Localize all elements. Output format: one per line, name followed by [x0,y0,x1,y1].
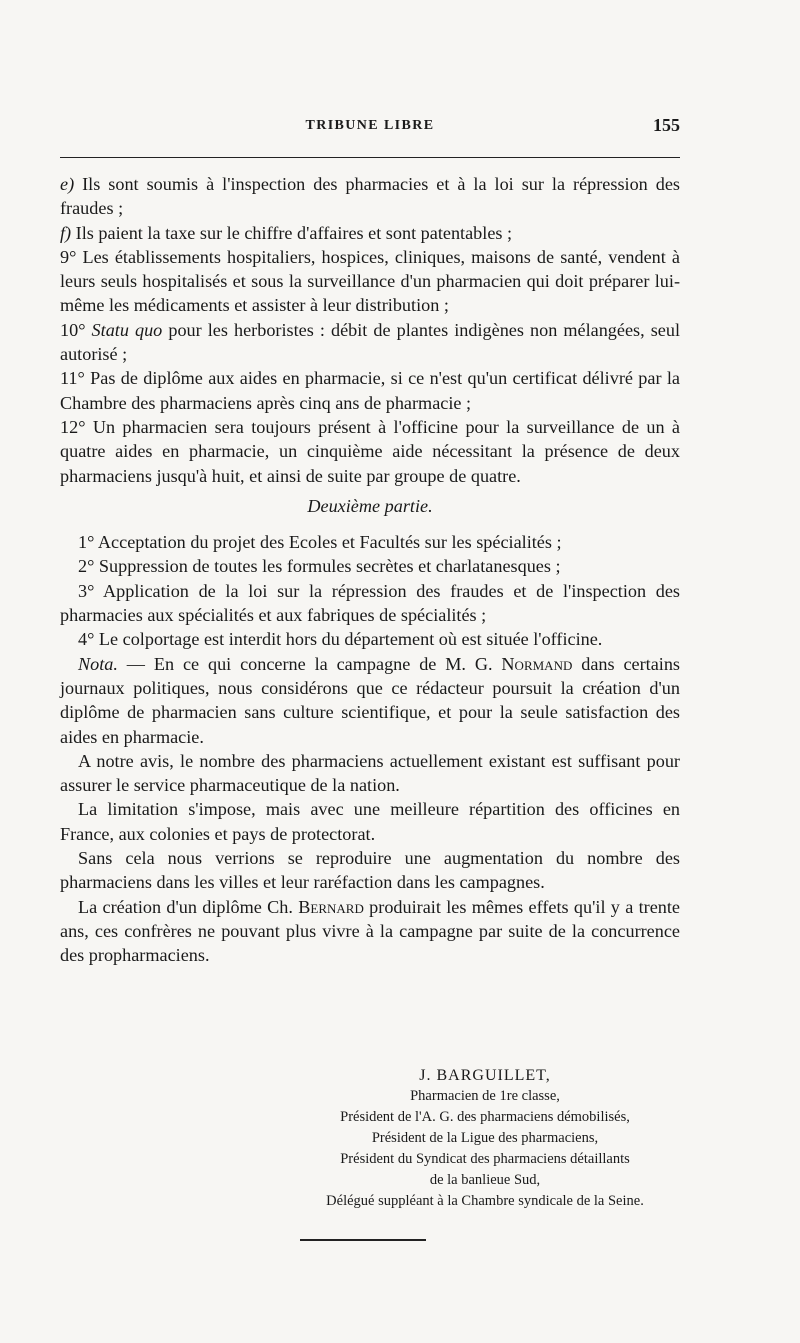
nota-paragraph [60,652,680,749]
paragraph-s2: 2° Suppression de toutes les formules secrètes et charlatanesques ; [78,556,561,577]
signature-line-1: Pharmacien de 1re classe, [410,1088,560,1104]
nota-text-a: — En ce qui concerne la campagne de M. G. [117,653,502,674]
paragraph-s4: 4° Le colportage est interdit hors du département où est située l'officine. [78,629,603,650]
paragraph-creation [60,895,680,968]
nota-label: Nota. [78,653,118,674]
paragraph-limitation: La limitation s'impose, mais avec une meilleure répartition des officines en France, aux colonies et pays de protectorat. [60,799,680,844]
section-title: Deuxième partie. [307,495,433,516]
running-title: TRIBUNE LIBRE [305,118,435,133]
paragraph-sans: Sans cela nous verrions se reproduire une augmentation du nombre des pharmaciens dans les villes et leur raréfaction dans les campagnes. [60,848,680,893]
paragraph-s1: 1° Acceptation du projet des Ecoles et Facultés sur les spécialités ; [78,532,562,553]
paragraph-10-number: 10° [60,319,86,340]
paragraph-s3: 3° Application de la loi sur la répression des fraudes et de l'inspection des pharmacies aux spécialités et aux fabriques de spécialités ; [60,580,680,626]
nota-text-b: dans certains journaux politiques, nous considérons que ce rédacteur poursuit la création d'un diplôme de pharmacien sans culture scientifique, et pour la seule satisfaction des aides en pharmacie. [60,653,680,747]
creation-text-a: La création d'un diplôme Ch. [78,896,299,917]
paragraph-e-text: Ils sont soumis à l'inspection des pharmacies et à la loi sur la répression des fraudes ; [60,174,680,219]
item-marker-f: f) [60,222,72,243]
paragraph-9: 9° Les établissements hospitaliers, hospices, cliniques, maisons de santé, vendent à leurs seuls hospitalisés et sous la surveillance d'un pharmacien qui doit préparer lui-même les médicaments et assister à leur distribution ; [60,246,680,316]
header-rule [60,157,680,158]
signature-line-5: de la banlieue Sud, [429,1172,541,1188]
paragraph-f [60,221,680,245]
paragraph-e [60,172,680,221]
statu-quo-italic: Statu quo [91,319,163,340]
signature-line-4: Président du Syndicat des pharmaciens détaillants [340,1151,630,1167]
paragraph-11: 11° Pas de diplôme aux aides en pharmacie, si ce n'est qu'un certificat délivré par la Chambre des pharmaciens après cinq ans de pharmacie ; [60,368,680,413]
page-header [60,115,680,144]
paragraph-10 [60,318,680,367]
signature-line-2: Président de l'A. G. des pharmaciens démobilisés, [340,1109,630,1125]
paragraph-f-text: Ils paient la taxe sur le chiffre d'affaires et sont patentables ; [71,222,513,243]
paragraph-12: 12° Un pharmacien sera toujours présent à l'officine pour la surveillance de un à quatre aides en pharmacie, un cinquième aide nécessitant la présence de deux pharmaciens jusqu'à huit, et ainsi de suite par groupe de quatre. [60,416,680,486]
signature-line-3: Président de la Ligue des pharmaciens, [371,1130,599,1146]
paragraph-avis: A notre avis, le nombre des pharmaciens actuellement existant est suffisant pour assurer le service pharmaceutique de la nation. [60,750,680,796]
paragraph-10-text: pour les herboristes : débit de plantes indigènes non mélangées, seul autorisé ; [60,319,681,365]
end-rule [300,1239,426,1241]
creation-name: Bernard [298,896,364,917]
signature-block [280,1065,690,1212]
page-number: 155 [653,115,680,135]
nota-name: Normand [501,653,573,674]
item-marker-e: e) [60,174,75,194]
signature-name: J. BARGUILLET, [419,1067,551,1084]
article-body [60,172,680,968]
signature-line-6: Délégué suppléant à la Chambre syndicale de la Seine. [326,1193,644,1209]
creation-text-b: produirait les mêmes effets qu'il y a trente ans, ces confrères ne pouvant plus vivre à la campagne par suite de la concurrence des propharmaciens. [60,896,681,966]
